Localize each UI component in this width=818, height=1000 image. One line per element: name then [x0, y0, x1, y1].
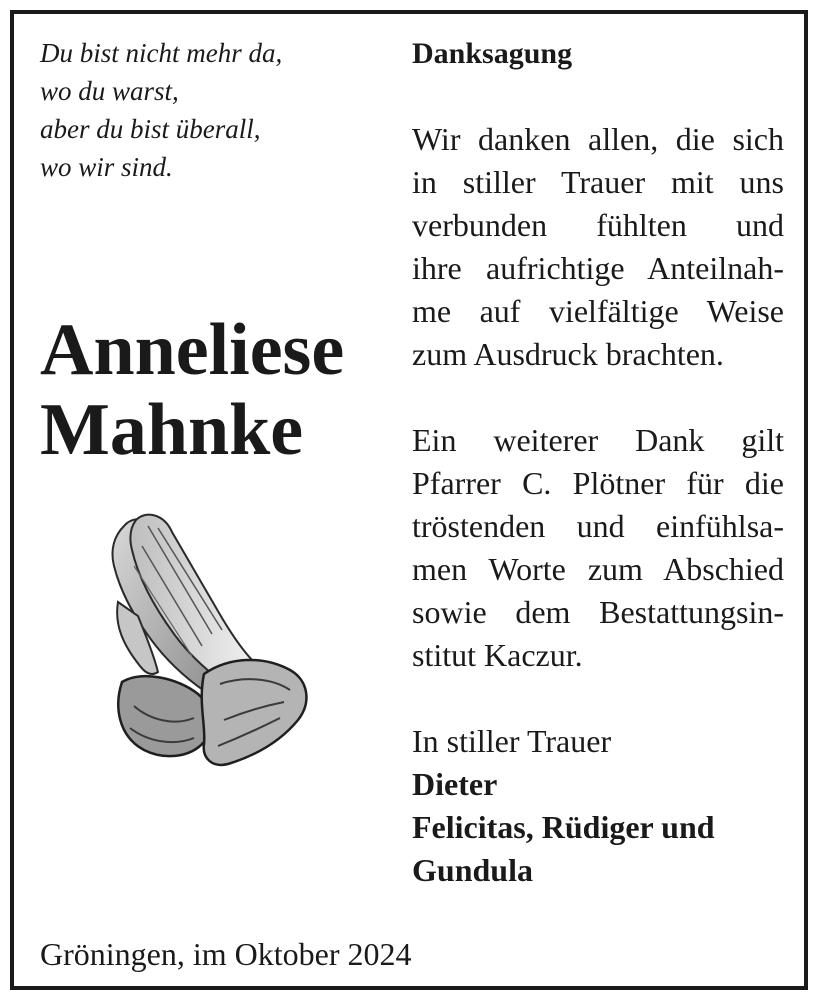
text-line: zum Ausdruck brachten. — [412, 336, 724, 372]
praying-hands-icon — [94, 506, 326, 778]
thanks-heading: Danksagung — [412, 37, 573, 70]
text-line: stitut Kaczur. — [412, 637, 583, 673]
thanks-column — [412, 34, 784, 892]
thanks-paragraph-2 — [412, 419, 784, 677]
text-line: Ein weiterer Dank gilt — [412, 422, 784, 458]
text-line: Pfarrer C. Plötner für die — [412, 465, 784, 501]
text-line: sowie dem Bestattungsin- — [412, 594, 784, 630]
poem-line: aber du bist überall, — [40, 114, 261, 144]
poem-line: wo wir sind. — [40, 152, 173, 182]
mourners-intro: In stiller Trauer — [412, 723, 612, 759]
deceased-last-name: Mahnke — [40, 389, 304, 471]
text-line: Wir danken allen, die sich — [412, 121, 784, 157]
text-line: in stiller Trauer mit uns — [412, 164, 784, 200]
thanks-paragraph-1 — [412, 118, 784, 376]
poem-line: wo du warst, — [40, 76, 179, 106]
text-line: tröstenden und einfühlsa- — [412, 508, 784, 544]
mourner-name: Dieter — [412, 766, 498, 802]
poem-line: Du bist nicht mehr da, — [40, 38, 283, 68]
obituary-card — [10, 10, 808, 990]
poem — [40, 34, 360, 186]
mourners — [412, 720, 784, 892]
mourner-name: Gundula — [412, 852, 533, 888]
text-line: me auf vielfältige Weise — [412, 293, 784, 329]
deceased-name — [40, 310, 344, 470]
text-line: men Worte zum Abschied — [412, 551, 784, 587]
text-line: ihre aufrichtige Anteilnah- — [412, 250, 784, 286]
deceased-first-name: Anneliese — [40, 309, 345, 391]
text-line: verbunden fühlten und — [412, 207, 784, 243]
place-date: Gröningen, im Oktober 2024 — [40, 936, 412, 972]
mourner-name: Felicitas, Rüdiger und — [412, 809, 715, 845]
